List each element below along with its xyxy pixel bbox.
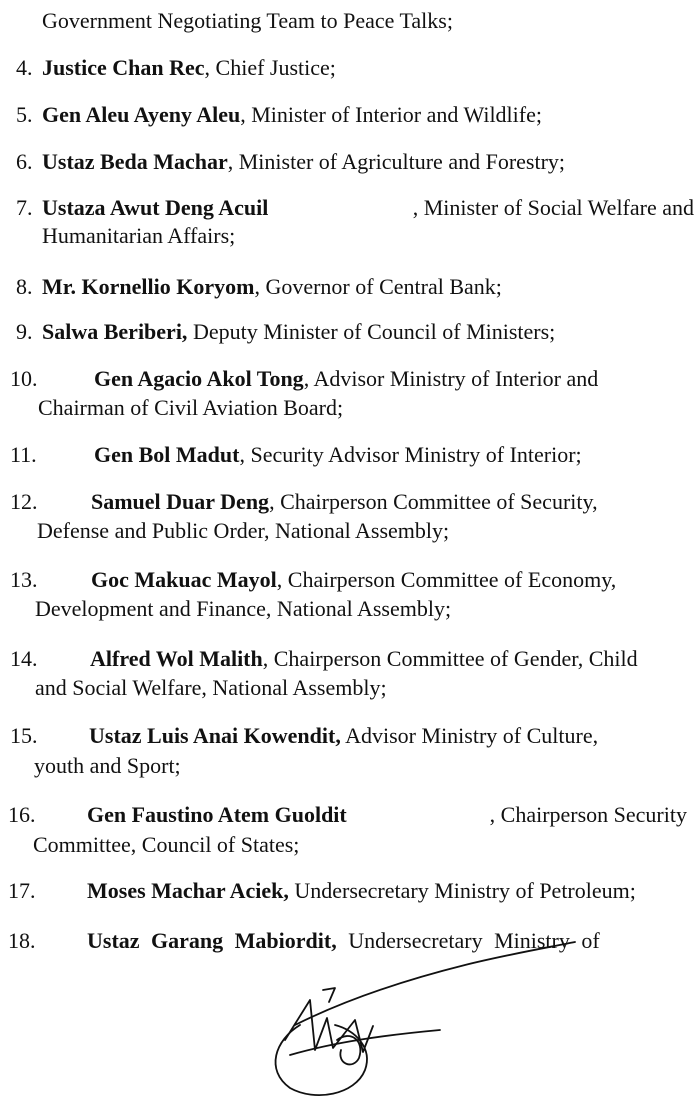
item-text bbox=[42, 148, 565, 175]
item-text bbox=[42, 101, 542, 128]
item-title: Undersecretary Ministry of Petroleum; bbox=[288, 878, 636, 903]
item-title: , Chairperson Committee of Gender, Child bbox=[262, 646, 638, 671]
item-name: Ustaz Beda Machar bbox=[42, 149, 228, 174]
item-text bbox=[91, 488, 598, 515]
item-number: 5. bbox=[16, 102, 33, 127]
item-number: 14. bbox=[10, 646, 38, 671]
item-title-continued: Chairman of Civil Aviation Board; bbox=[38, 395, 344, 420]
item-title-continued: Humanitarian Affairs; bbox=[42, 223, 236, 248]
item-text bbox=[94, 441, 582, 468]
item-name: Ustaz Garang Mabiordit, bbox=[87, 928, 337, 953]
item-title: , Chairperson Security bbox=[489, 802, 687, 827]
item-text bbox=[42, 54, 336, 81]
item-name: Salwa Beriberi, bbox=[42, 319, 188, 344]
item-title: , Governor of Central Bank; bbox=[254, 274, 502, 299]
item-title: , Chief Justice; bbox=[204, 55, 336, 80]
item-name: Alfred Wol Malith bbox=[90, 646, 263, 671]
item-text bbox=[90, 645, 638, 672]
item-name: Goc Makuac Mayol bbox=[91, 567, 277, 592]
item-number: 10. bbox=[10, 366, 38, 391]
item-name: Ustaza Awut Deng Acuil bbox=[42, 195, 269, 220]
item-title: , Chairperson Committee of Economy, bbox=[276, 567, 617, 592]
item-title: , Advisor Ministry of Interior and bbox=[303, 366, 599, 391]
item-number: 15. bbox=[10, 723, 38, 748]
item-number: 17. bbox=[8, 878, 36, 903]
item-number: 8. bbox=[16, 274, 33, 299]
item-name: Samuel Duar Deng bbox=[91, 489, 270, 514]
item-name: Ustaz Luis Anai Kowendit, bbox=[89, 723, 341, 748]
item-title-continued: Committee, Council of States; bbox=[33, 832, 300, 857]
item-name: Gen Aleu Ayeny Aleu bbox=[42, 102, 241, 127]
item-name: Gen Agacio Akol Tong bbox=[94, 366, 304, 391]
item-title-continued: Defense and Public Order, National Assembly; bbox=[37, 518, 450, 543]
item-number: 9. bbox=[16, 319, 33, 344]
item-text bbox=[42, 273, 502, 300]
item-title-continued: and Social Welfare, National Assembly; bbox=[35, 675, 387, 700]
item-text bbox=[94, 365, 598, 392]
item-number: 12. bbox=[10, 489, 38, 514]
item-text bbox=[91, 566, 616, 593]
item-number: 11. bbox=[10, 442, 37, 467]
item-number: 16. bbox=[8, 802, 36, 827]
item-number: 4. bbox=[16, 55, 33, 80]
item-number: 13. bbox=[10, 567, 38, 592]
item-title: Deputy Minister of Council of Ministers; bbox=[187, 319, 556, 344]
item-title: , Chairperson Committee of Security, bbox=[269, 489, 598, 514]
signature-icon bbox=[255, 930, 695, 1100]
item-number: 7. bbox=[16, 195, 33, 220]
item-text bbox=[87, 877, 636, 904]
item-title: Advisor Ministry of Culture, bbox=[340, 723, 599, 748]
continuation-line: Government Negotiating Team to Peace Talks; bbox=[42, 8, 453, 33]
item-title: , Minister of Agriculture and Forestry; bbox=[227, 149, 566, 174]
item-text bbox=[42, 318, 555, 345]
item-text-justified bbox=[42, 194, 694, 221]
item-title: , Minister of Social Welfare and bbox=[412, 195, 694, 220]
item-number: 6. bbox=[16, 149, 33, 174]
item-title: Undersecretary Ministry of bbox=[336, 928, 600, 953]
item-text bbox=[89, 722, 598, 749]
item-title-continued: Development and Finance, National Assembly; bbox=[35, 596, 452, 621]
item-number: 18. bbox=[8, 928, 36, 953]
item-name: Mr. Kornellio Koryom bbox=[42, 274, 255, 299]
item-title: , Minister of Interior and Wildlife; bbox=[240, 102, 542, 127]
item-text-justified bbox=[87, 801, 687, 828]
item-title: , Security Advisor Ministry of Interior; bbox=[239, 442, 582, 467]
item-name: Moses Machar Aciek, bbox=[87, 878, 289, 903]
item-title-continued: youth and Sport; bbox=[34, 753, 181, 778]
item-name: Gen Bol Madut bbox=[94, 442, 240, 467]
item-name: Gen Faustino Atem Guoldit bbox=[87, 802, 347, 827]
item-name: Justice Chan Rec bbox=[42, 55, 205, 80]
